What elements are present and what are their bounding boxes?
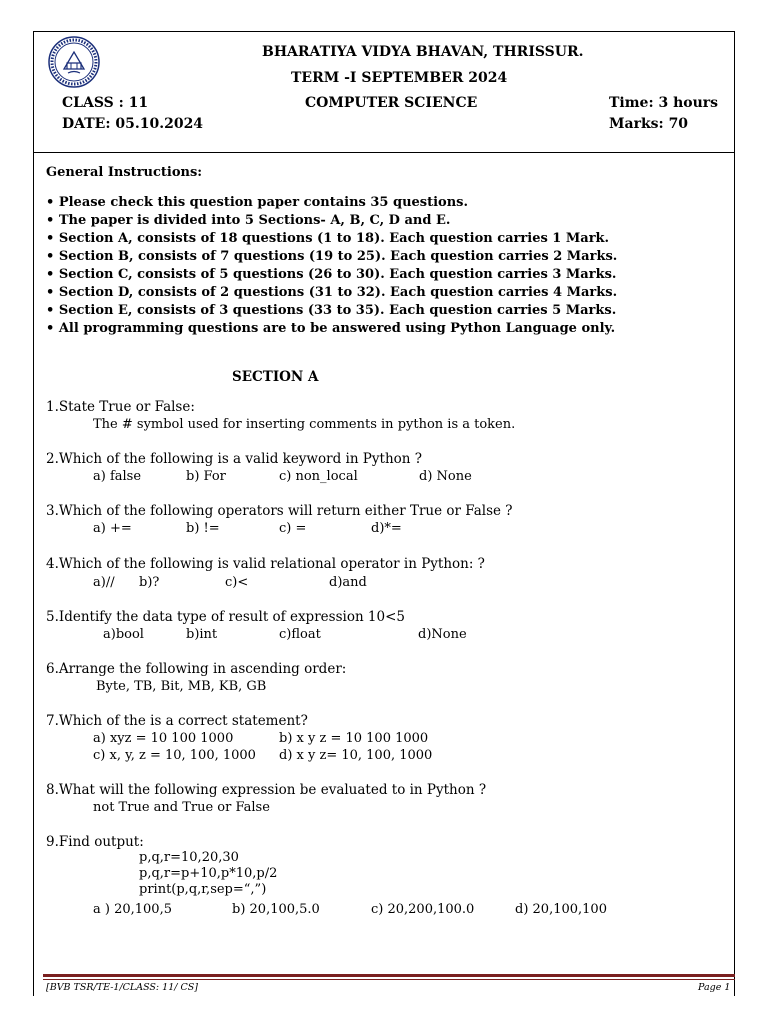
question-8: 8.What will the following expression be evaluated to in Python ? — [46, 782, 487, 798]
instruction-item: • Section E, consists of 3 questions (33 to 35). Each question carries 5 Marks. — [46, 303, 617, 318]
question-9-code-line: p,q,r=10,20,30 — [139, 850, 239, 865]
date-label: DATE: 05.10.2024 — [62, 116, 204, 132]
question-1: 1.State True or False: — [46, 399, 195, 415]
question-5-option-c: c)float — [279, 627, 321, 642]
question-2-option-d: d) None — [419, 469, 472, 484]
time-label: Time: 3 hours — [609, 95, 719, 111]
section-title: SECTION A — [232, 369, 319, 385]
question-3-option-c: c) = — [279, 521, 307, 536]
question-7-option-a: a) xyz = 10 100 1000 — [93, 731, 234, 746]
instruction-item: • All programming questions are to be answered using Python Language only. — [46, 321, 616, 336]
question-6: 6.Arrange the following in ascending order: — [46, 661, 347, 677]
header-divider — [33, 152, 735, 153]
question-6-items: Byte, TB, Bit, MB, KB, GB — [96, 679, 267, 694]
question-3: 3.Which of the following operators will return either True or False ? — [46, 503, 513, 519]
question-4-option-a: a)// — [93, 575, 115, 590]
footer-rule-thin — [43, 979, 735, 980]
question-4-option-b: b)? — [139, 575, 160, 590]
question-2: 2.Which of the following is a valid keyword in Python ? — [46, 451, 422, 467]
question-7-option-d: d) x y z= 10, 100, 1000 — [279, 748, 433, 763]
question-5-option-b: b)int — [186, 627, 218, 642]
question-8-expression: not True and True or False — [93, 800, 270, 815]
question-5: 5.Identify the data type of result of expression 10<5 — [46, 609, 406, 625]
question-2-option-c: c) non_local — [279, 469, 358, 484]
question-7: 7.Which of the is a correct statement? — [46, 713, 308, 729]
page-number: Page 1 — [698, 982, 731, 993]
term-title: TERM -I SEPTEMBER 2024 — [291, 70, 508, 86]
subject-label: COMPUTER SCIENCE — [305, 95, 478, 111]
class-label: CLASS : 11 — [62, 95, 149, 111]
question-9-code-line: print(p,q,r,sep=“,”) — [139, 882, 267, 897]
question-5-option-a: a)bool — [103, 627, 144, 642]
instructions-title: General Instructions: — [46, 165, 203, 180]
question-4-option-c: c)< — [225, 575, 249, 590]
question-9-code-line: p,q,r=p+10,p*10,p/2 — [139, 866, 278, 881]
question-4-option-d: d)and — [329, 575, 367, 590]
instruction-item: • Section C, consists of 5 questions (26 to 30). Each question carries 3 Marks. — [46, 267, 617, 282]
instruction-item: • Section A, consists of 18 questions (1 to 18). Each question carries 1 Mark. — [46, 231, 610, 246]
question-2-option-a: a) false — [93, 469, 142, 484]
question-5-option-d: d)None — [418, 627, 467, 642]
footer-code: [BVB TSR/TE-1/CLASS: 11/ CS] — [46, 982, 198, 993]
question-2-option-b: b) For — [186, 469, 226, 484]
question-3-option-a: a) += — [93, 521, 132, 536]
question-9: 9.Find output: — [46, 834, 144, 850]
question-1-statement: The # symbol used for inserting comments in python is a token. — [93, 417, 516, 432]
instruction-item: • The paper is divided into 5 Sections- A, B, C, D and E. — [46, 213, 451, 228]
school-name: BHARATIYA VIDYA BHAVAN, THRISSUR. — [262, 44, 584, 60]
question-9-option-d: d) 20,100,100 — [515, 902, 607, 917]
question-7-option-c: c) x, y, z = 10, 100, 1000 — [93, 748, 256, 763]
school-logo — [47, 35, 101, 89]
question-3-option-b: b) != — [186, 521, 220, 536]
question-9-option-a: a ) 20,100,5 — [93, 902, 172, 917]
instruction-item: • Section D, consists of 2 questions (31 to 32). Each question carries 4 Marks. — [46, 285, 618, 300]
question-9-option-c: c) 20,200,100.0 — [371, 902, 475, 917]
question-9-option-b: b) 20,100,5.0 — [232, 902, 320, 917]
marks-label: Marks: 70 — [609, 116, 689, 132]
footer-rule-thick — [43, 974, 735, 977]
question-7-option-b: b) x y z = 10 100 1000 — [279, 731, 429, 746]
instruction-item: • Please check this question paper contains 35 questions. — [46, 195, 469, 210]
question-4: 4.Which of the following is valid relational operator in Python: ? — [46, 556, 485, 572]
instruction-item: • Section B, consists of 7 questions (19 to 25). Each question carries 2 Marks. — [46, 249, 618, 264]
question-3-option-d: d)*= — [371, 521, 402, 536]
